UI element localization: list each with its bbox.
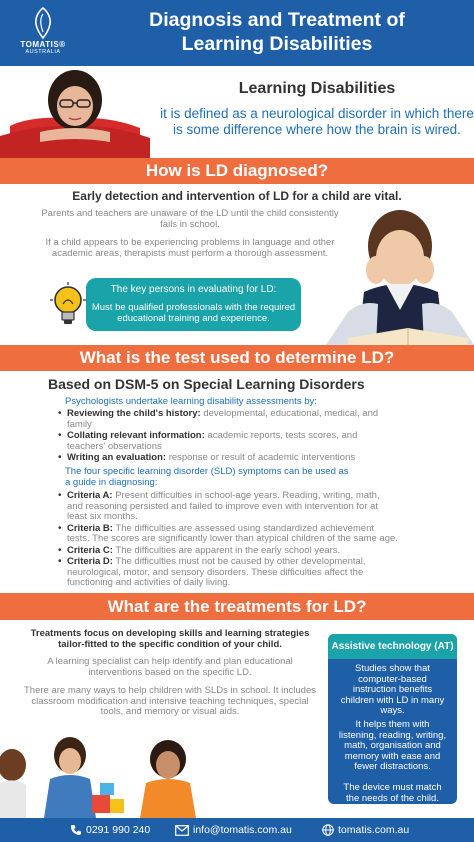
assessment-intro: Psychologists undertake learning disability assessments by:: [65, 396, 317, 407]
title-line-2: Learning Disabilities: [181, 33, 373, 55]
logo-subtitle: AUSTRALIA: [25, 49, 61, 55]
key-persons-box: [86, 278, 301, 331]
section-heading-treatment: What are the treatments for LD?: [0, 593, 474, 620]
email-address: info@tomatis.com.au: [193, 824, 292, 836]
criteria-list: [58, 491, 398, 590]
footer-email[interactable]: [175, 818, 292, 842]
email-icon: [175, 825, 189, 836]
page-title: [80, 8, 474, 56]
treatment-paragraph-1: A learning specialist can help identify and plan educational interventions based on the specific LD.: [47, 656, 293, 678]
section-heading-diagnosis: How is LD diagnosed?: [0, 158, 474, 184]
logo-brand: TOMATIS®: [20, 40, 66, 49]
assistive-technology-box: [328, 634, 457, 804]
list-item: • Criteria C: The difficulties are apparent in the early school years.: [58, 546, 398, 557]
list-item: • Collating relevant information: academic reports, tests scores, and teachers' observations: [58, 431, 398, 452]
treatment-lead: Treatments focus on developing skills and learning strategies tailor-fitted to the specific condition of your child.: [30, 628, 310, 650]
footer-phone[interactable]: [70, 818, 150, 842]
diagnosis-paragraph-1: Parents and teachers are unaware of the LD until the child consistently fails in school.: [41, 208, 339, 230]
boy-photo: [318, 200, 474, 345]
tomatis-logo: [12, 6, 74, 62]
criteria-intro: The four specific learning disorder (SLD) symptoms can be used as a guide in diagnosing:: [65, 466, 349, 488]
woman-photo: [0, 66, 150, 158]
intro-title: Learning Disabilities: [238, 80, 396, 97]
lightbulb-icon: [48, 282, 88, 330]
section-heading-test: What is the test used to determine LD?: [0, 345, 474, 371]
key-persons-title: The key persons in evaluating for LD:: [110, 284, 277, 295]
list-item: • Reviewing the child's history: developmental, educational, medical, and family: [58, 409, 398, 430]
at-paragraph-2: It helps them with listening, reading, writing, math, organisation and memory with ease and fewer distractions.: [338, 719, 447, 772]
diagnosis-paragraph-2: If a child appears to be experiencing problems in language and other academic areas, therapists must perform a thorough assessment.: [45, 237, 335, 259]
title-line-1: Diagnosis and Treatment of: [149, 9, 405, 31]
intro-definition: it is defined as a neurological disorder in which there is some difference where how the brain is wired.: [160, 106, 474, 137]
diagnosis-subheading: Early detection and intervention of LD for a child are vital.: [72, 189, 402, 203]
tomatis-logo-icon: [30, 6, 56, 40]
list-item: • Criteria B: The difficulties are assessed using standardized achievement tests. The scores are significantly lower than atypical children of the same age.: [58, 524, 398, 545]
phone-icon: [70, 824, 82, 836]
website-url: tomatis.com.au: [338, 824, 410, 836]
at-paragraph-3: The device must match the needs of the child.: [343, 782, 442, 804]
page-footer: [0, 818, 474, 842]
assessment-list: [58, 409, 398, 465]
treatment-paragraph-2: There are many ways to help children with SLDs in school. It includes classroom modification and intensive teaching techniques, special tools, and memory or visual aids.: [24, 685, 316, 717]
list-item: • Criteria A: Present difficulties in school-age years. Reading, writing, math, and reasoning persisted and failed to improve even with intervention for at least six months.: [58, 491, 398, 523]
globe-icon: [322, 824, 334, 836]
children-photo: [0, 725, 210, 818]
footer-website[interactable]: [322, 818, 409, 842]
phone-number: 0291 990 240: [86, 824, 151, 836]
at-paragraph-1: Studies show that computer-based instruction benefits children with LD in many ways.: [340, 663, 445, 716]
list-item: • Writing an evaluation: response or result of academic interventions: [58, 453, 398, 464]
list-item: • Criteria D: The difficulties must not be caused by other developmental, neurological, motor, and sensory disorders. These difficulties affect the functioning and activities of daily living.: [58, 557, 398, 589]
page-header: [0, 0, 474, 66]
at-title: Assistive technology (AT): [328, 634, 457, 659]
key-persons-text: Must be qualified professionals with the required educational training and experience.: [91, 302, 296, 324]
test-subheading: Based on DSM-5 on Special Learning Disorders: [48, 376, 365, 392]
